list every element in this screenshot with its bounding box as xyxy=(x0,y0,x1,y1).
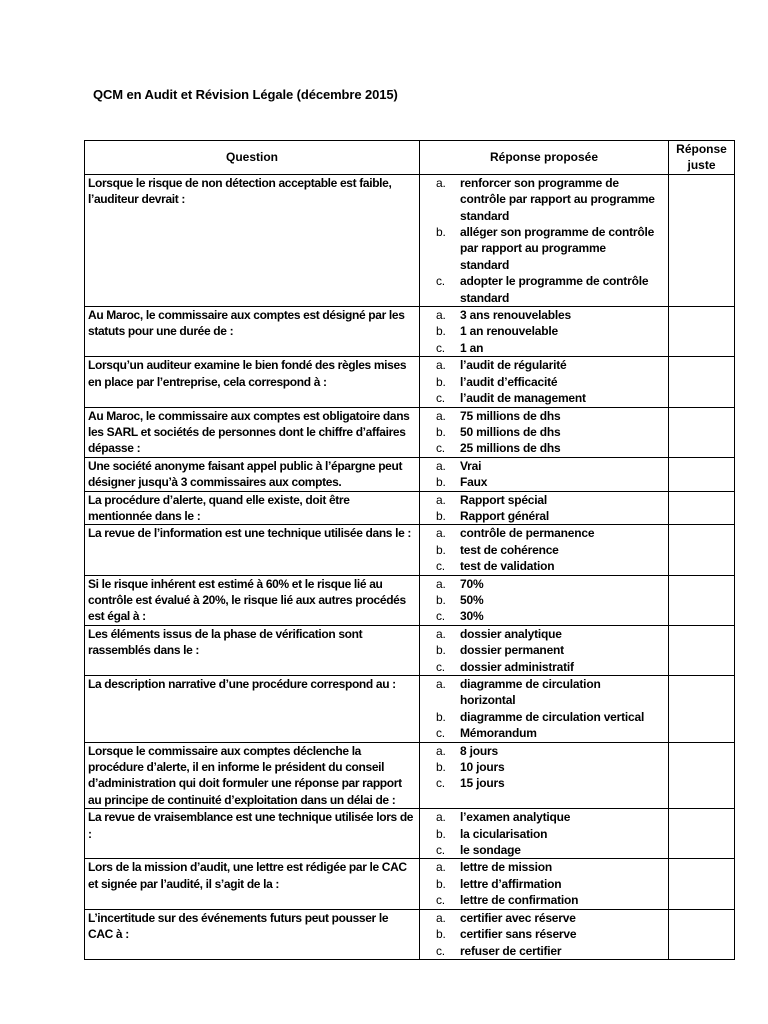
table-row xyxy=(85,575,735,625)
proposed-answers xyxy=(420,407,669,457)
answer-option xyxy=(432,642,656,658)
answer-option xyxy=(432,458,656,474)
option-text: lettre d’affirmation xyxy=(460,876,562,891)
option-letter: b. xyxy=(436,542,446,557)
header-correct-answer: Réponse juste xyxy=(669,141,735,175)
table-header-row xyxy=(85,141,735,175)
answer-option xyxy=(432,926,656,942)
answer-option xyxy=(432,910,656,926)
answer-options-list xyxy=(432,175,656,306)
option-text: diagramme de circulation horizontal xyxy=(460,677,601,708)
table-body xyxy=(85,174,735,959)
option-text: l’audit de management xyxy=(460,391,586,406)
option-letter: b. xyxy=(436,760,446,775)
table-row xyxy=(85,809,735,859)
answer-option xyxy=(432,725,656,741)
option-letter: c. xyxy=(436,726,445,741)
proposed-answers xyxy=(420,457,669,491)
option-text: 50 millions de dhs xyxy=(460,424,561,439)
option-letter: c. xyxy=(436,843,445,858)
option-text: 25 millions de dhs xyxy=(460,441,561,456)
answer-option xyxy=(432,357,656,373)
answer-option xyxy=(432,390,656,406)
option-text: la cicularisation xyxy=(460,826,548,841)
option-letter: c. xyxy=(436,609,445,624)
answer-options-list xyxy=(432,626,656,675)
option-text: renforcer son programme de contrôle par rapport au programme standard xyxy=(460,175,655,223)
answer-option xyxy=(432,224,656,273)
option-text: l’audit de régularité xyxy=(460,358,567,373)
proposed-answers xyxy=(420,742,669,809)
correct-answer-cell[interactable] xyxy=(669,407,735,457)
proposed-answers xyxy=(420,859,669,909)
option-letter: a. xyxy=(436,308,446,323)
answer-option xyxy=(432,892,656,908)
answer-option xyxy=(432,743,656,759)
option-letter: c. xyxy=(436,893,445,908)
question-text: La revue de l’information est une technique utilisée dans le : xyxy=(85,525,420,575)
proposed-answers xyxy=(420,809,669,859)
table-row xyxy=(85,742,735,809)
option-text: refuser de certifier xyxy=(460,943,562,958)
table-row xyxy=(85,357,735,407)
answer-options-list xyxy=(432,910,656,959)
proposed-answers xyxy=(420,525,669,575)
option-letter: c. xyxy=(436,441,445,456)
answer-option xyxy=(432,525,656,541)
option-text: le sondage xyxy=(460,843,521,858)
answer-option xyxy=(432,323,656,339)
header-proposed-answer: Réponse proposée xyxy=(420,141,669,175)
answer-option xyxy=(432,608,656,624)
option-letter: c. xyxy=(436,391,445,406)
table-row xyxy=(85,909,735,959)
option-text: 30% xyxy=(460,609,484,624)
option-text: 70% xyxy=(460,576,484,591)
table-row xyxy=(85,625,735,675)
table-row xyxy=(85,676,735,743)
option-text: test de cohérence xyxy=(460,542,559,557)
question-text: Une société anonyme faisant appel public à l’épargne peut désigner jusqu’à 3 commissaires aux comptes. xyxy=(85,457,420,491)
option-text: adopter le programme de contrôle standard xyxy=(460,274,649,305)
option-text: l’audit d’efficacité xyxy=(460,374,558,389)
correct-answer-cell[interactable] xyxy=(669,859,735,909)
answer-option xyxy=(432,340,656,356)
option-text: 10 jours xyxy=(460,760,505,775)
option-text: 1 an xyxy=(460,340,484,355)
proposed-answers xyxy=(420,909,669,959)
answer-options-list xyxy=(432,408,656,457)
qcm-table xyxy=(84,140,735,960)
option-text: Rapport spécial xyxy=(460,492,548,507)
answer-option xyxy=(432,175,656,224)
answer-option xyxy=(432,273,656,306)
question-text: La description narrative d’une procédure correspond au : xyxy=(85,676,420,743)
option-letter: b. xyxy=(436,592,446,607)
option-letter: c. xyxy=(436,943,445,958)
option-text: certifier avec réserve xyxy=(460,910,576,925)
correct-answer-cell[interactable] xyxy=(669,457,735,491)
document-title: QCM en Audit et Révision Légale (décembre 2015) xyxy=(93,87,398,102)
answer-option xyxy=(432,842,656,858)
option-text: dossier analytique xyxy=(460,626,562,641)
correct-answer-cell[interactable] xyxy=(669,525,735,575)
option-letter: b. xyxy=(436,374,446,389)
option-letter: a. xyxy=(436,677,446,691)
option-text: 1 an renouvelable xyxy=(460,324,558,339)
answer-option xyxy=(432,440,656,456)
correct-answer-cell[interactable] xyxy=(669,676,735,743)
answer-option xyxy=(432,492,656,508)
option-text: Faux xyxy=(460,475,488,490)
option-text: diagramme de circulation vertical xyxy=(460,709,645,724)
option-text: 3 ans renouvelables xyxy=(460,308,571,323)
answer-option xyxy=(432,943,656,959)
question-text: Si le risque inhérent est estimé à 60% et le risque lié au contrôle est évalué à 20%, le risque lié aux autres procédés est égal à : xyxy=(85,575,420,625)
answer-option xyxy=(432,626,656,642)
answer-options-list xyxy=(432,809,656,858)
option-text: Mémorandum xyxy=(460,726,537,741)
answer-option xyxy=(432,576,656,592)
answer-option xyxy=(432,775,656,791)
answer-option xyxy=(432,408,656,424)
option-text: contrôle de permanence xyxy=(460,526,595,541)
option-letter: a. xyxy=(436,175,446,190)
option-text: l’examen analytique xyxy=(460,810,571,825)
option-letter: b. xyxy=(436,424,446,439)
option-text: lettre de confirmation xyxy=(460,893,579,908)
answer-options-list xyxy=(432,525,656,574)
option-letter: a. xyxy=(436,910,446,925)
option-letter: c. xyxy=(436,776,445,791)
table-row xyxy=(85,307,735,357)
answer-options-list xyxy=(432,576,656,625)
option-letter: a. xyxy=(436,526,446,541)
correct-answer-cell[interactable] xyxy=(669,575,735,625)
option-text: test de validation xyxy=(460,559,555,574)
correct-answer-cell[interactable] xyxy=(669,307,735,357)
option-letter: b. xyxy=(436,508,446,523)
header-question: Question xyxy=(85,141,420,175)
option-letter: a. xyxy=(436,743,446,758)
option-letter: a. xyxy=(436,576,446,591)
correct-answer-cell[interactable] xyxy=(669,809,735,859)
table-row xyxy=(85,457,735,491)
correct-answer-cell[interactable] xyxy=(669,742,735,809)
correct-answer-cell[interactable] xyxy=(669,625,735,675)
option-text: 8 jours xyxy=(460,743,498,758)
option-letter: c. xyxy=(436,559,445,574)
answer-option xyxy=(432,542,656,558)
option-letter: c. xyxy=(436,340,445,355)
option-letter: a. xyxy=(436,626,446,641)
answer-option xyxy=(432,709,656,725)
answer-options-list xyxy=(432,743,656,792)
answer-option xyxy=(432,759,656,775)
option-text: dossier permanent xyxy=(460,643,564,658)
proposed-answers xyxy=(420,575,669,625)
question-text: Lors de la mission d’audit, une lettre est rédigée par le CAC et signée par l’audité, il s’agit de la : xyxy=(85,859,420,909)
table-row xyxy=(85,525,735,575)
answer-options-list xyxy=(432,676,656,742)
proposed-answers xyxy=(420,625,669,675)
option-letter: b. xyxy=(436,826,446,841)
table-row xyxy=(85,859,735,909)
answer-option xyxy=(432,676,656,709)
question-text: Lorsque le commissaire aux comptes déclenche la procédure d’alerte, il en informe le président du conseil d’administration qui doit formuler une réponse par rapport au principe de continuité d’exploitation dans un délai de : xyxy=(85,742,420,809)
answer-options-list xyxy=(432,307,656,356)
option-letter: b. xyxy=(436,643,446,658)
answer-option xyxy=(432,826,656,842)
table-row xyxy=(85,491,735,525)
correct-answer-cell[interactable] xyxy=(669,357,735,407)
correct-answer-cell[interactable] xyxy=(669,909,735,959)
option-letter: c. xyxy=(436,659,445,674)
answer-option xyxy=(432,307,656,323)
option-text: alléger son programme de contrôle par rapport au programme standard xyxy=(460,225,655,272)
answer-option xyxy=(432,859,656,875)
answer-options-list xyxy=(432,357,656,406)
option-text: 50% xyxy=(460,592,484,607)
option-text: 75 millions de dhs xyxy=(460,408,561,423)
question-text: Au Maroc, le commissaire aux comptes est désigné par les statuts pour une durée de : xyxy=(85,307,420,357)
option-text: certifier sans réserve xyxy=(460,927,577,942)
option-text: dossier administratif xyxy=(460,659,574,674)
answer-option xyxy=(432,374,656,390)
correct-answer-cell[interactable] xyxy=(669,491,735,525)
proposed-answers xyxy=(420,491,669,525)
option-letter: b. xyxy=(436,876,446,891)
option-text: Vrai xyxy=(460,458,482,473)
table-row xyxy=(85,407,735,457)
question-text: L’incertitude sur des événements futurs peut pousser le CAC à : xyxy=(85,909,420,959)
answer-option xyxy=(432,809,656,825)
correct-answer-cell[interactable] xyxy=(669,174,735,306)
proposed-answers xyxy=(420,676,669,743)
option-letter: a. xyxy=(436,458,446,473)
question-text: Au Maroc, le commissaire aux comptes est obligatoire dans les SARL et sociétés de personnes dont le chiffre d’affaires dépasse : xyxy=(85,407,420,457)
answer-options-list xyxy=(432,859,656,908)
question-text: Lorsque le risque de non détection acceptable est faible, l’auditeur devrait : xyxy=(85,174,420,306)
answer-option xyxy=(432,474,656,490)
question-text: Les éléments issus de la phase de vérification sont rassemblés dans le : xyxy=(85,625,420,675)
option-letter: a. xyxy=(436,492,446,507)
option-letter: a. xyxy=(436,358,446,373)
proposed-answers xyxy=(420,174,669,306)
answer-option xyxy=(432,659,656,675)
option-text: 15 jours xyxy=(460,776,505,791)
answer-options-list xyxy=(432,458,656,491)
option-letter: b. xyxy=(436,475,446,490)
option-letter: c. xyxy=(436,274,445,289)
proposed-answers xyxy=(420,307,669,357)
option-letter: a. xyxy=(436,810,446,825)
answer-option xyxy=(432,508,656,524)
question-text: La procédure d’alerte, quand elle existe, doit être mentionnée dans le : xyxy=(85,491,420,525)
answer-option xyxy=(432,424,656,440)
option-letter: b. xyxy=(436,324,446,339)
question-text: La revue de vraisemblance est une technique utilisée lors de : xyxy=(85,809,420,859)
option-text: Rapport général xyxy=(460,508,550,523)
option-letter: b. xyxy=(436,927,446,942)
option-letter: a. xyxy=(436,860,446,875)
answer-option xyxy=(432,558,656,574)
option-letter: b. xyxy=(436,225,446,240)
question-text: Lorsqu’un auditeur examine le bien fondé des règles mises en place par l’entreprise, cela correspond à : xyxy=(85,357,420,407)
answer-option xyxy=(432,592,656,608)
option-text: lettre de mission xyxy=(460,860,552,875)
option-letter: a. xyxy=(436,408,446,423)
answer-option xyxy=(432,876,656,892)
table-row xyxy=(85,174,735,306)
proposed-answers xyxy=(420,357,669,407)
option-letter: b. xyxy=(436,709,446,724)
answer-options-list xyxy=(432,492,656,525)
